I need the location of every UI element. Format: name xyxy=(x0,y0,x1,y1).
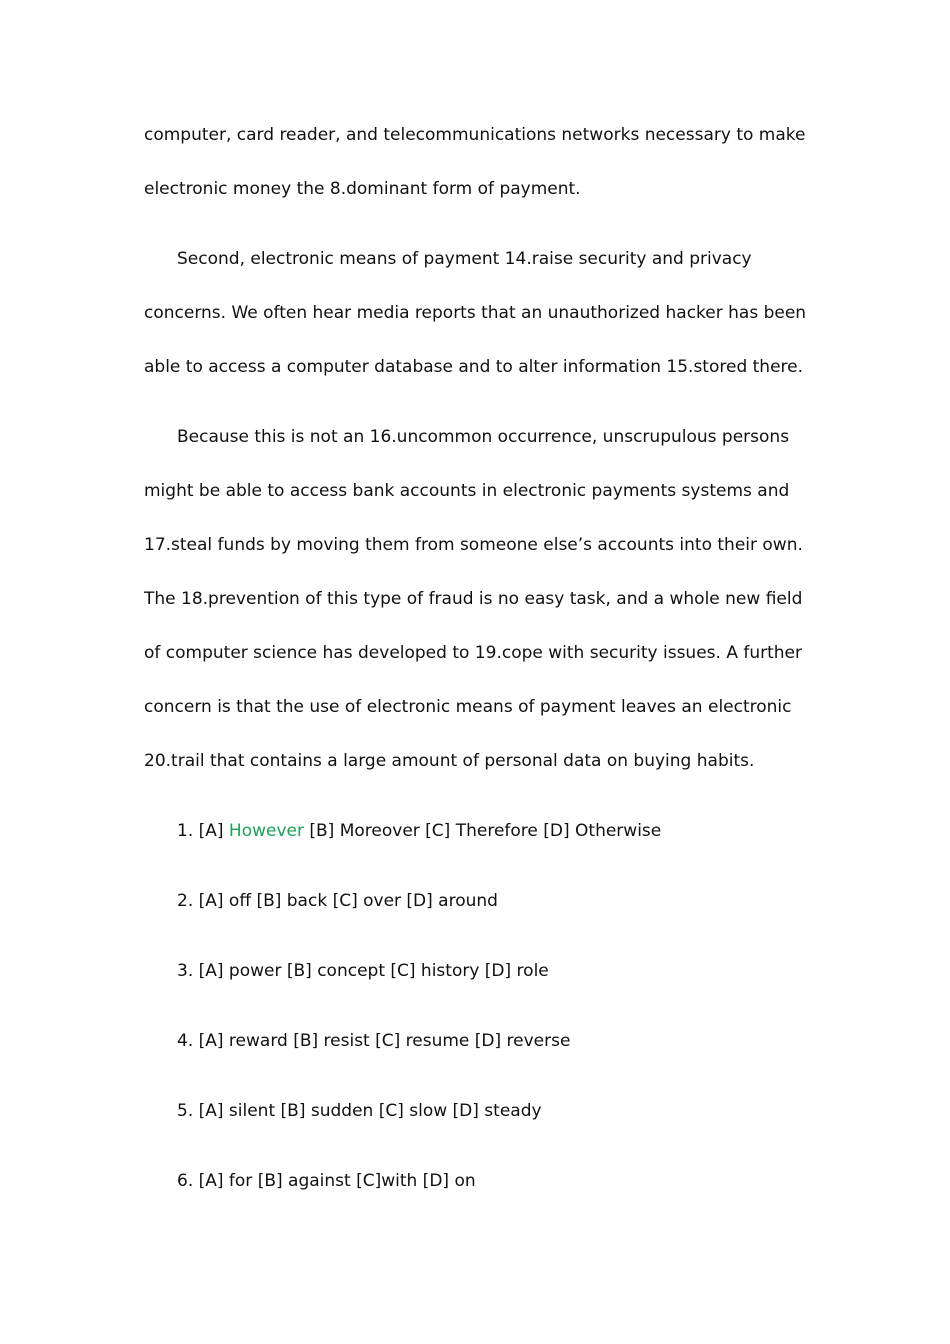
question-2-options: 2. [A] off [B] back [C] over [D] around xyxy=(177,891,498,911)
paragraph-3 xyxy=(144,410,814,788)
question-1-options xyxy=(144,804,814,874)
question-6-options: 6. [A] for [B] against [C]with [D] on xyxy=(177,1171,476,1191)
text-line: computer, card reader, and telecommunications networks necessary to make xyxy=(144,125,806,145)
document-page xyxy=(144,108,814,1224)
options-list xyxy=(144,804,814,1224)
text-line: concern is that the use of electronic means of payment leaves an electronic xyxy=(144,697,792,717)
question-3-options: 3. [A] power [B] concept [C] history [D] role xyxy=(177,961,549,981)
question-4-options: 4. [A] reward [B] resist [C] resume [D] reverse xyxy=(177,1031,571,1051)
text-line: Because this is not an 16.uncommon occurrence, unscrupulous persons xyxy=(177,427,790,447)
text-line: 17.steal funds by moving them from someone else’s accounts into their own. xyxy=(144,535,803,555)
paragraph-2 xyxy=(144,232,814,394)
question-5-options: 5. [A] silent [B] sudden [C] slow [D] steady xyxy=(177,1101,542,1121)
text-line: Second, electronic means of payment 14.raise security and privacy xyxy=(177,249,752,269)
text-line: 20.trail that contains a large amount of personal data on buying habits. xyxy=(144,751,755,771)
text-line: of computer science has developed to 19.cope with security issues. A further xyxy=(144,643,803,663)
q1-prefix: 1. [A] xyxy=(177,821,229,841)
text-line: able to access a computer database and to alter information 15.stored there. xyxy=(144,357,804,377)
text-line: might be able to access bank accounts in electronic payments systems and xyxy=(144,481,790,501)
q1-rest: [B] Moreover [C] Therefore [D] Otherwise xyxy=(303,821,662,841)
text-line: electronic money the 8.dominant form of payment. xyxy=(144,179,581,199)
paragraph-1 xyxy=(144,108,814,216)
text-line: concerns. We often hear media reports that an unauthorized hacker has been xyxy=(144,303,807,323)
text-line: The 18.prevention of this type of fraud is no easy task, and a whole new field xyxy=(144,589,803,609)
q1-answer-highlight: However xyxy=(228,821,304,841)
